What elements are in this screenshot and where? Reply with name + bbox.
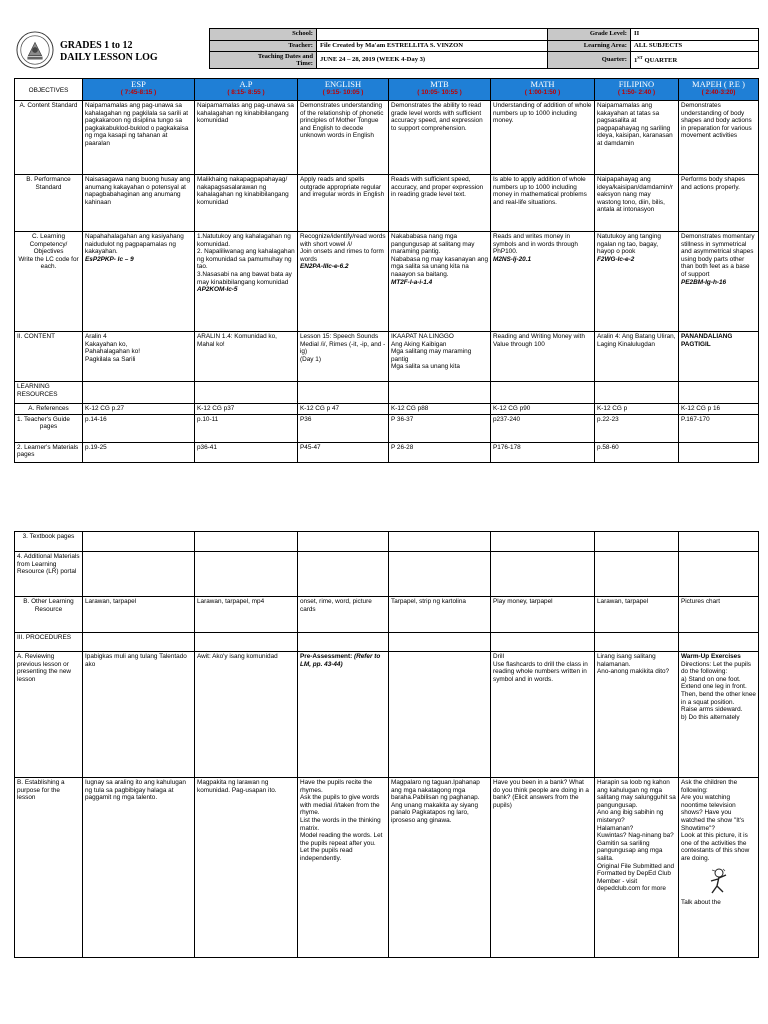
row-label-establishing: B. Establishing a purpose for the lesson <box>15 778 83 958</box>
cell-filipino <box>595 232 679 332</box>
competency-label-note: Write the LC code for each. <box>18 255 79 271</box>
cell-esp: Ipabigkas muli ang tulang Talentado ako <box>83 652 195 778</box>
col-ap-time: ( 8:15- 8:55 ) <box>227 89 265 96</box>
col-mtb-title: MTB <box>430 79 449 89</box>
column-header-row <box>15 79 759 101</box>
cell-empty <box>595 552 679 597</box>
cell-esp: p.14-16 <box>83 414 195 442</box>
cell-math: Play money, tarpapel <box>491 597 595 633</box>
cell-empty <box>595 532 679 552</box>
col-english-time: ( 9:15- 10:05 ) <box>322 89 364 96</box>
cell-mapeh: Performs body shapes and actions properly. <box>679 175 759 232</box>
cell-esp: K-12 CG p.27 <box>83 404 195 415</box>
cell-filipino: Harapin sa loob ng kahon ang kahulugan ng mga salitang may salungguhit sa pangungusap. Ano ang ibig sabihin ng misteryo? Halamanan? Kuwintas? Nag-ninang ba? Gamitin sa sariling pangungusap ang mga salita. Original File Submitted and Formatted by DepEd Club Member - visit depedclub.com for more <box>595 778 679 958</box>
cell-empty <box>83 633 195 652</box>
cell-ap: K-12 CG p37 <box>195 404 298 415</box>
cell-text: 1.Natutukoy ang kahalagahan ng komunidad. 2. Napaliliwanag ang kahalagahan ng komunidad sa pamumuhay ng tao. 3.Nasasabi na ang bawat bata ay may kinabibilangang komunidad <box>197 233 295 286</box>
col-esp-title: ESP <box>131 79 146 89</box>
cell-english: Have the pupils recite the rhymes. Ask the pupils to give words with medial /i/taken from the rhyme. List the words in the thinking matrix. Model reading the words. Let the pupils repeat after you. Let the pupils read independently. <box>298 778 389 958</box>
cell-esp: Aralin 4 Kakayahan ko, Pahahalagahan ko! Pagkilala sa Sarili <box>83 332 195 382</box>
row-label-performance-standard: B. Performance Standard <box>15 175 83 232</box>
table-row <box>15 633 759 652</box>
lc-code: PE2BM-Ig-h-16 <box>681 278 727 286</box>
cell-mapeh <box>679 652 759 778</box>
cell-empty <box>298 532 389 552</box>
cell-empty <box>679 633 759 652</box>
quarter-num: 1 <box>634 57 638 65</box>
cell-ap: p36-41 <box>195 442 298 462</box>
row-label-learning-resources: LEARNING RESOURCES <box>15 382 83 404</box>
deped-seal-icon <box>16 31 54 69</box>
learning-area-value: ALL SUBJECTS <box>631 40 759 52</box>
cell-ap: Larawan, tarpapel, mp4 <box>195 597 298 633</box>
cell-ap: Awit: Ako'y isang komunidad <box>195 652 298 778</box>
cell-filipino: Lirang isang salitang halamanan. Ano-anong makikita dito? <box>595 652 679 778</box>
cell-tail-text: Talk about the <box>681 898 721 906</box>
cell-mapeh: PANANDALIANG PAGTIGIL <box>679 332 759 382</box>
cell-filipino: p.58-60 <box>595 442 679 462</box>
col-math-time: ( 1:00-1:50 ) <box>524 89 561 96</box>
cell-mapeh <box>679 442 759 462</box>
dll-title <box>60 40 158 64</box>
col-mapeh-time: ( 2:40-3:20) <box>701 89 736 96</box>
cell-empty <box>679 382 759 404</box>
cell-empty <box>298 382 389 404</box>
cell-english <box>298 232 389 332</box>
table-row <box>15 414 759 442</box>
row-label-references: A. References <box>15 404 83 415</box>
cell-math: Is able to apply addition of whole numbers up to 1000 including money in mathematical problems and real-life situations. <box>491 175 595 232</box>
table-row <box>15 404 759 415</box>
cell-text: Reads and writes money in symbols and in words through PhP100. <box>493 233 578 256</box>
dll-title-line1: GRADES 1 to 12 <box>60 40 133 51</box>
cell-mtb: P 36-37 <box>389 414 491 442</box>
cell-math: Understanding of addition of whole numbers up to 1000 including money. <box>491 101 595 175</box>
quarter-sup: ST <box>637 55 643 61</box>
cell-english: P36 <box>298 414 389 442</box>
dates-label-line1: Teaching Dates and <box>257 53 313 60</box>
cell-empty <box>195 382 298 404</box>
dates-label-line2: Time: <box>296 60 313 67</box>
cell-empty <box>195 552 298 597</box>
cell-empty <box>83 532 195 552</box>
cell-esp <box>83 232 195 332</box>
table-row <box>15 532 759 552</box>
cell-empty <box>298 633 389 652</box>
cell-text: Demonstrates momentary stillness in symmetrical and asymmetrical shapes using body parts other than both feet as a base of support <box>681 233 755 278</box>
cell-text: Ask the children the following: Are you watching noontime television shows? Have you watched the show "It's Showtime"? Look at this picture, it is one of the activities the contestants of this show are doing. <box>681 779 750 862</box>
cell-filipino: Aralin 4: Ang Batang Uliran, Laging Kinalulugdan <box>595 332 679 382</box>
grade-label: Grade Level: <box>548 29 631 41</box>
col-math-title: MATH <box>530 79 555 89</box>
cell-empty <box>389 633 491 652</box>
lc-code: MT2F-I-a-i-1.4 <box>391 278 433 286</box>
col-mapeh <box>679 79 759 101</box>
cell-text: Natutukoy ang tanging ngalan ng tao, bagay, hayop o pook <box>597 233 661 256</box>
cell-english: Demonstrates understanding of the relationship of phonetic principles of Mother Tongue and English to decode unknown words in English <box>298 101 389 175</box>
row-label-teachers-guide <box>15 414 83 442</box>
lc-code: AP2KOM-Ic-5 <box>197 286 238 294</box>
teachers-guide-label: 1. Teacher's Guide <box>17 415 70 423</box>
cell-mapeh: Pictures chart <box>679 597 759 633</box>
table-row <box>15 778 759 958</box>
col-filipino <box>595 79 679 101</box>
cell-empty <box>491 382 595 404</box>
cell-mtb <box>389 232 491 332</box>
cell-filipino: Naipamamalas ang kakayahan at tatas sa pagsasalita at pagpapahayag ng sariling ideya, kaisipan, karanasan at damdamin <box>595 101 679 175</box>
cell-esp: Iugnay sa araling ito ang kahulugan ng tula sa pagbibigay halaga at paggamit ng mga talento. <box>83 778 195 958</box>
table-row <box>15 597 759 633</box>
dates-value: JUNE 24 – 28, 2019 (WEEK 4-Day 3) <box>317 52 548 69</box>
cell-empty <box>491 532 595 552</box>
table-row <box>15 382 759 404</box>
col-filipino-title: FILIPINO <box>618 79 655 89</box>
cell-esp: p.19-25 <box>83 442 195 462</box>
learning-area-label: Learning Area: <box>548 40 631 52</box>
cell-english <box>298 652 389 778</box>
cell-math: p237-240 <box>491 414 595 442</box>
cell-empty <box>491 552 595 597</box>
cell-mtb: IKAAPAT NA LINGGO Ang Aking Kaibigan Mga salitang may maraming pantig Mga salita sa unang kita <box>389 332 491 382</box>
cell-math: Have you been in a bank? What do you think people are doing in a bank? (Elicit answers from the pupils) <box>491 778 595 958</box>
cell-math: Drill Use flashcards to drill the class in reading whole numbers written in symbol and in words. <box>491 652 595 778</box>
quarter-word: QUARTER <box>642 57 678 65</box>
pre-assessment-ref: (Refer to LM, pp. 43-44) <box>300 653 381 668</box>
cell-empty <box>491 633 595 652</box>
cell-empty <box>595 633 679 652</box>
cell-english: K-12 CG p 47 <box>298 404 389 415</box>
lesson-log-table-2 <box>14 531 758 958</box>
header <box>14 28 758 74</box>
cell-mtb: Tarpapel, strip ng kartolina <box>389 597 491 633</box>
row-label-other-resources: B. Other Learning Resource <box>15 597 83 633</box>
performer-clipart-icon <box>704 866 734 896</box>
cell-mapeh <box>679 778 759 958</box>
warmup-title: Warm-Up Exercises <box>681 653 741 660</box>
grade-value: II <box>631 29 759 41</box>
lc-code: EsP2PKP- Ic – 9 <box>85 255 134 263</box>
cell-mtb: Demonstrates the ability to read grade level words with sufficient accuracy speed, and expression to support comprehension. <box>389 101 491 175</box>
cell-empty <box>595 382 679 404</box>
cell-empty <box>389 552 491 597</box>
cell-mapeh <box>679 232 759 332</box>
col-mtb <box>389 79 491 101</box>
cell-math: Reading and Writing Money with Value through 100 <box>491 332 595 382</box>
cell-empty <box>679 552 759 597</box>
cell-esp: Naisasagawa nang buong husay ang anumang kakayahan o potensyal at napagbabahaginan ang anumang kahinaan <box>83 175 195 232</box>
cell-math: P176-178 <box>491 442 595 462</box>
table-row <box>15 332 759 382</box>
teacher-value: File Created by Ma'am ESTRELLITA S. VINZON <box>317 40 548 52</box>
cell-filipino: Larawan, tarpapel <box>595 597 679 633</box>
dll-title-line2: DAILY LESSON LOG <box>60 52 158 63</box>
cell-empty <box>83 382 195 404</box>
quarter-value <box>631 52 759 69</box>
cell-empty <box>83 552 195 597</box>
cell-ap <box>195 232 298 332</box>
cell-filipino: p.22-23 <box>595 414 679 442</box>
row-label-content-standard: A. Content Standard <box>15 101 83 175</box>
cell-math <box>491 232 595 332</box>
col-esp <box>83 79 195 101</box>
col-english <box>298 79 389 101</box>
cell-mtb: Magpalaro ng taguan.Ipahanap ang mga nakatagong mga baraha.Pabilisan ng paghanap. Ang unang makakita ay siyang panalo Pagkatapos ng laro, iproseso ang ginawa. <box>389 778 491 958</box>
teacher-label: Teacher: <box>210 40 317 52</box>
cell-empty <box>195 633 298 652</box>
row-label-procedures: III. PROCEDURES <box>15 633 83 652</box>
table-row <box>15 652 759 778</box>
cell-english: Lesson 15: Speech Sounds Medial /i/, Rimes (-it, -ip, and -ig) (Day 1) <box>298 332 389 382</box>
cell-filipino: K-12 CG p <box>595 404 679 415</box>
col-ap <box>195 79 298 101</box>
cell-ap: Naipamamalas ang pag-unawa sa kahalagahan ng kinabibilangang komunidad <box>195 101 298 175</box>
cell-text: Napahahalagahan ang kasiyahang naidudulot ng pagpapamalas ng kakayahan. <box>85 233 184 256</box>
row-label-reviewing: A. Reviewing previous lesson or presenting the new lesson <box>15 652 83 778</box>
col-mtb-time: ( 10:05- 10:55 ) <box>417 89 462 96</box>
table-row <box>15 101 759 175</box>
cell-empty <box>679 532 759 552</box>
cell-ap: Magpakita ng larawan ng komunidad. Pag-usapan ito. <box>195 778 298 958</box>
row-label-learners-materials: 2. Learner's Materials pages <box>15 442 83 462</box>
cell-esp: Larawan, tarpapel <box>83 597 195 633</box>
quarter-label: Quarter: <box>548 52 631 69</box>
cell-english: onset, rime, word, picture cards <box>298 597 389 633</box>
lc-code: F2WG-Ic-e-2 <box>597 255 635 263</box>
row-label-additional-materials: 4. Additional Materials from Learning Resource (LR) portal <box>15 552 83 597</box>
col-mapeh-title: MAPEH ( P.E ) <box>692 79 745 89</box>
competency-label: C. Learning Competency/ Objectives <box>29 233 68 256</box>
cell-ap: p.10-11 <box>195 414 298 442</box>
cell-mtb: K-12 CG p88 <box>389 404 491 415</box>
cell-text: Directions: Let the pupils do the following: a) Stand on one foot. Extend one leg in front. Then, bend the other knee in a squat position. Raise arms sideward. b) Do this alternately <box>681 660 756 721</box>
row-label-content: II. CONTENT <box>15 332 83 382</box>
table-row <box>15 175 759 232</box>
cell-mapeh: K-12 CG p 16 <box>679 404 759 415</box>
header-info-table <box>209 28 759 69</box>
cell-english: P45-47 <box>298 442 389 462</box>
cell-text: Nakababasa nang mga pangungusap at salitang may maraming pantig. Nababasa ng may kasanayan ang mga salita sa unang kita na naaayon sa baitang. <box>391 233 488 278</box>
cell-empty <box>389 382 491 404</box>
cell-mtb <box>389 652 491 778</box>
dates-label <box>210 52 317 69</box>
cell-ap: Malikhaing nakapagpapahayag/ nakapagsasalarawan ng kahalagahan ng kinabibilangang komunidad <box>195 175 298 232</box>
cell-mtb: P 26-28 <box>389 442 491 462</box>
school-label: School: <box>210 29 317 41</box>
cell-filipino: Naipapahayag ang ideya/kaisipan/damdamin/reaksyon nang may wastong tono, diin, bilis, antala at intonasyon <box>595 175 679 232</box>
cell-empty <box>389 532 491 552</box>
table-row <box>15 442 759 462</box>
table-row <box>15 552 759 597</box>
cell-empty <box>195 532 298 552</box>
teachers-guide-pages: pages <box>39 423 58 431</box>
col-esp-time: ( 7:45-8:15 ) <box>120 89 157 96</box>
objectives-header: OBJECTIVES <box>15 79 83 101</box>
cell-mapeh: Demonstrates understanding of body shapes and body actions in preparation for various movement activities <box>679 101 759 175</box>
lesson-log-table-1 <box>14 78 758 463</box>
school-value <box>317 29 548 41</box>
cell-math: K-12 CG p90 <box>491 404 595 415</box>
cell-text: Recognize/identify/read words with short vowel /i/ Join onsets and rimes to form words <box>300 233 386 263</box>
cell-ap: ARALIN 1.4: Komunidad ko, Mahal ko! <box>195 332 298 382</box>
cell-english: Apply reads and spells outgrade appropriate regular and irregular words in English <box>298 175 389 232</box>
pre-assessment-label: Pre-Assessment: <box>300 653 353 660</box>
row-label-textbook: 3. Textbook pages <box>15 532 83 552</box>
cell-mtb: Reads with sufficient speed, accuracy, and proper expression in reading grade level text. <box>389 175 491 232</box>
row-label-competency <box>15 232 83 332</box>
col-english-title: ENGLISH <box>324 79 362 89</box>
cell-esp: Naipamamalas ang pag-unawa sa kahalagahan ng pagkilala sa sarili at pagkakaroon ng disiplina tungo sa pagkakabuklod-buklod o pagkakaisa ng mga kasapi ng tahanan at paaralan <box>83 101 195 175</box>
cell-mapeh: P.167-170 <box>679 414 759 442</box>
col-filipino-time: ( 1:50- 2:40 ) <box>617 89 656 96</box>
col-ap-title: A.P <box>239 79 253 89</box>
table-row <box>15 232 759 332</box>
cell-empty <box>298 552 389 597</box>
col-math <box>491 79 595 101</box>
lc-code: EN2PA-IIIc-e-6.2 <box>300 263 349 271</box>
lc-code: M2NS-Ij-20.1 <box>493 255 532 263</box>
